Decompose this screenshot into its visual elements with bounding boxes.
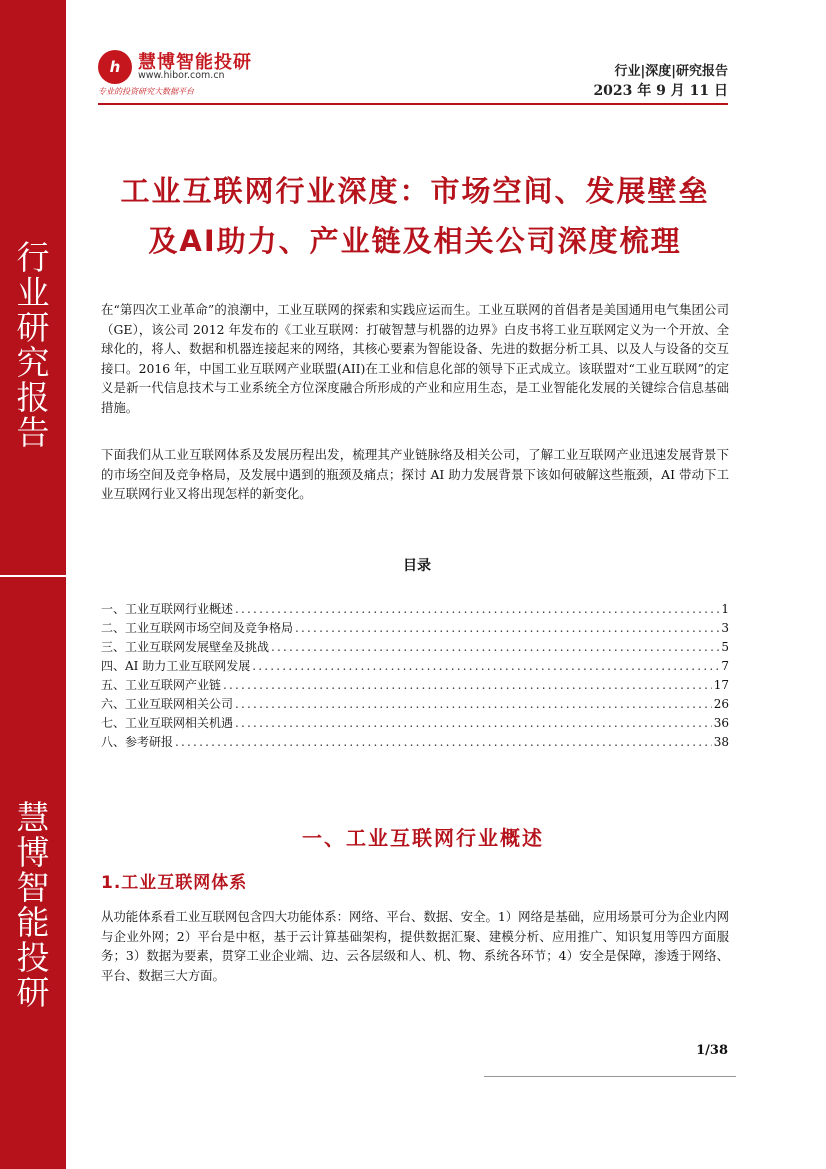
toc-entry-page: 17 [713,678,729,692]
sidebar-divider [0,575,66,577]
sidebar-char: 博 [16,833,50,872]
sidebar-char: 行 [16,238,50,277]
toc-entry[interactable] [101,600,729,619]
toc-entry[interactable] [101,619,729,638]
sidebar-char: 告 [16,413,50,452]
logo-url: www.hibor.com.cn [138,70,225,81]
logo-name: 慧博智能投研 [138,52,252,73]
toc-entry[interactable] [101,695,729,714]
toc-entry-label: 八、参考研报 [101,735,174,749]
sidebar-char: 智 [16,868,50,907]
toc-entry-page: 36 [713,716,729,730]
toc-entry-page: 7 [721,659,729,673]
table-of-contents [101,600,729,752]
toc-leader-dots [271,640,719,654]
toc-leader-dots [235,602,719,616]
toc-entry[interactable] [101,714,729,733]
toc-entry-page: 26 [713,697,729,711]
toc-entry-label: 二、工业互联网市场空间及竞争格局 [101,621,294,635]
subsection-heading: 1.工业互联网体系 [101,873,248,893]
toc-entry-page: 38 [713,735,729,749]
report-title-line: 工业互联网行业深度：市场空间、发展壁垒 [120,174,710,208]
toc-leader-dots [235,716,712,730]
section-heading: 一、工业互联网行业概述 [302,826,544,850]
toc-entry[interactable] [101,638,729,657]
toc-leader-dots [295,621,719,635]
logo-tagline: 专业的投资研究大数据平台 [98,87,194,96]
toc-leader-dots [223,678,712,692]
header-divider [98,103,728,105]
toc-entry[interactable] [101,676,729,695]
toc-entry-page: 1 [721,602,729,616]
section-body-paragraph: 从功能体系看工业互联网包含四大功能体系：网络、平台、数据、安全。1）网络是基础，应用场景可分为企业内网与企业外网；2）平台是中枢，基于云计算基础架构，提供数据汇聚、建模分析、应用推广、知识复用等四方面服务；3）数据为要素，贯穿工业企业端、边、云各层级和人、机、物、系统各环节；4）安全是保障，渗透于网络、平台、数据三大方面。 [101,909,729,983]
toc-entry-label: 一、工业互联网行业概述 [101,602,234,616]
sidebar-char: 报 [16,378,50,417]
sidebar-char: 研 [16,308,50,347]
toc-entry-page: 3 [721,621,729,635]
report-title [90,166,740,266]
logo-icon: h [98,50,132,84]
page-number: 1/38 [696,1043,728,1058]
toc-entry-label: 五、工业互联网产业链 [101,678,222,692]
toc-leader-dots [235,697,712,711]
toc-leader-dots [252,659,719,673]
intro-paragraph: 下面我们从工业互联网体系及发展历程出发，梳理其产业链脉络及相关公司，了解工业互联网产业迅速发展背景下的市场空间及竞争格局，及发展中遇到的瓶颈及痛点；探讨 AI 助力发展背景下该如何破解这些瓶颈，AI 带动下工业互联网行业又将出现怎样的新变化。 [101,447,729,502]
toc-heading: 目录 [403,558,431,574]
document-type: 行业|深度|研究报告 [614,64,728,79]
intro-paragraph: 在“第四次工业革命”的浪潮中，工业互联网的探索和实践应运而生。工业互联网的首倡者是美国通用电气集团公司（GE），该公司 2012 年发布的《工业互联网：打破智慧与机器的边界》白皮书将工业互联网定义为一个开放、全球化的，将人、数据和机器连接起来的网络，其核心要素为智能设备、先进的数据分析工具、以及人与设备的交互接口。2016 年，中国工业互联网产业联盟(AII)在工业和信息化部的领导下正式成立。该联盟对“工业互联网”的定义是新一代信息技术与工业系统全方位深度融合所形成的产业和应用生态，是工业智能化发展的关键综合信息基础措施。 [101,302,729,415]
sidebar [0,0,66,1169]
toc-entry-label: 七、工业互联网相关机遇 [101,716,234,730]
toc-entry-page: 5 [721,640,729,654]
toc-entry[interactable] [101,733,729,752]
sidebar-char: 慧 [16,798,50,837]
sidebar-char: 究 [16,343,50,382]
brand-logo[interactable] [98,46,258,96]
sidebar-char: 能 [16,903,50,942]
toc-leader-dots [175,735,712,749]
toc-entry[interactable] [101,657,729,676]
document-date: 2023 年 9 月 11 日 [593,83,728,99]
report-title-line: 及AI助力、产业链及相关公司深度梳理 [148,224,682,258]
sidebar-char: 投 [16,938,50,977]
footer-divider [484,1076,736,1077]
sidebar-char: 业 [16,273,50,312]
sidebar-char: 研 [16,973,50,1012]
toc-entry-label: 三、工业互联网发展壁垒及挑战 [101,640,270,654]
toc-entry-label: 四、AI 助力工业互联网发展 [101,659,251,673]
sidebar-label-report-type [0,240,66,450]
toc-entry-label: 六、工业互联网相关公司 [101,697,234,711]
